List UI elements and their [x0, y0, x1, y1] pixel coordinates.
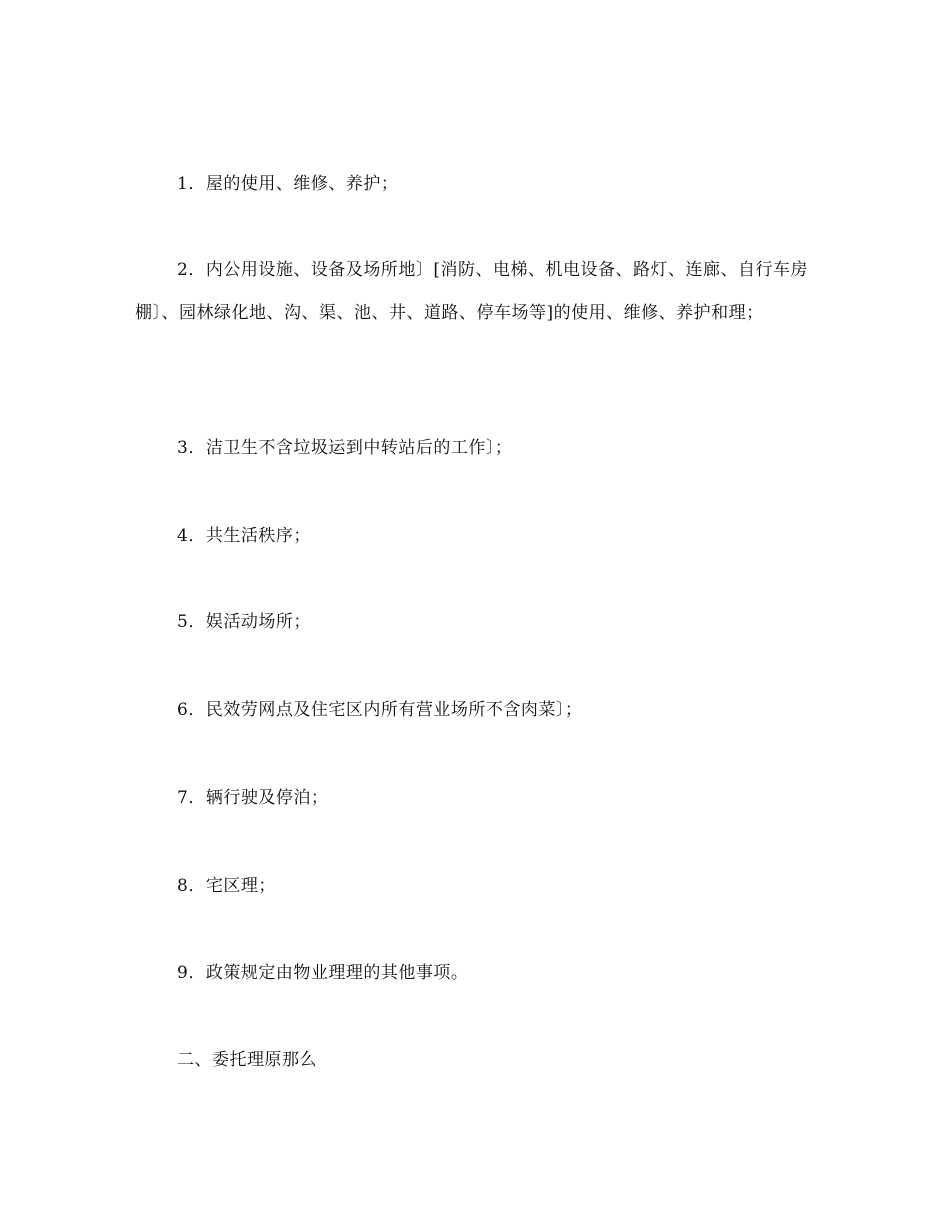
list-item-7: 7．辆行驶及停泊； — [177, 788, 329, 808]
section-heading: 二、委托理原那么 — [177, 1050, 317, 1070]
list-item-9: 9．政策规定由物业理理的其他事项。 — [177, 963, 469, 983]
list-item-2: 2．内公用设施、设备及场所地〕[消防、电梯、机电设备、路灯、连廊、自行车房棚〕、园林绿化地、沟、渠、池、井、道路、停车场等]的使用、维修、养护和理； — [135, 260, 808, 323]
list-item-1: 1．屋的使用、维修、养护； — [177, 174, 399, 194]
list-item-3: 3．洁卫生不含垃圾运到中转站后的工作〕； — [177, 438, 513, 458]
list-item-5: 5．娱活动场所； — [177, 612, 311, 632]
list-item-4: 4．共生活秩序； — [177, 526, 311, 546]
list-item-8: 8．宅区理； — [177, 876, 276, 896]
list-item-6: 6．民效劳网点及住宅区内所有营业场所不含肉菜〕； — [177, 700, 583, 720]
